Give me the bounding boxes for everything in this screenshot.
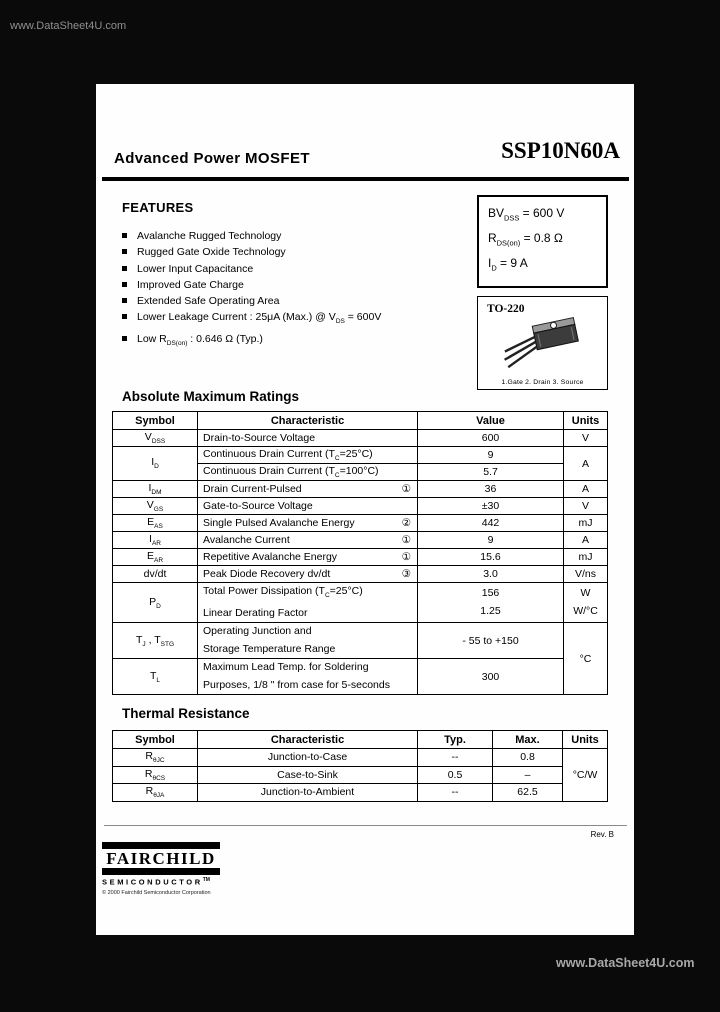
- value-cell: 300: [418, 659, 564, 695]
- page-title: Advanced Power MOSFET: [114, 150, 310, 167]
- characteristic-text: Continuous Drain Current $(T_C=25^\circ C)$: [203, 447, 373, 463]
- value-cell: 15.6: [418, 549, 564, 566]
- value-cell: - 55 to +150: [418, 623, 564, 659]
- copyright-line: © 2000 Fairchild Semiconductor Corporation: [102, 889, 211, 896]
- value-text: 1.25: [480, 604, 501, 617]
- symbol-cell: $I_D$: [113, 447, 198, 481]
- footer-rule: [104, 825, 627, 826]
- amr-row-id-25: [113, 447, 608, 464]
- thermal-resistance-table: [112, 730, 608, 802]
- watermark-bottom: www.DataSheet4U.com: [556, 956, 695, 970]
- feature-text: Lower Input Capacitance: [137, 262, 254, 275]
- characteristic-text: Continuous Drain Current $(T_C=100^\circ C)$: [203, 464, 379, 480]
- part-number: SSP10N60A: [501, 138, 620, 163]
- characteristic-cell: [198, 515, 418, 532]
- header-rule: [102, 177, 629, 181]
- amr-heading: Absolute Maximum Ratings: [122, 389, 300, 404]
- characteristic-cell: [198, 549, 418, 566]
- datasheet-page: [96, 84, 634, 935]
- value-cell: 442: [418, 515, 564, 532]
- unit-cell: mJ: [564, 515, 608, 532]
- absolute-maximum-ratings-table: [112, 411, 608, 695]
- feature-item: [122, 293, 467, 309]
- amr-header-units: Units: [564, 412, 608, 430]
- characteristic-text: Purposes, 1/8 " from case for 5-seconds: [203, 678, 390, 691]
- symbol-cell: $P_D$: [113, 583, 198, 623]
- amr-row-tl: [113, 659, 608, 695]
- square-bullet-icon: [122, 336, 127, 341]
- unit-cell: [564, 583, 608, 623]
- characteristic-text: Single Pulsed Avalanche Energy: [203, 517, 355, 529]
- unit-cell: A: [564, 532, 608, 549]
- value-cell: 9: [418, 532, 564, 549]
- logo-semiconductor-text: [102, 877, 220, 887]
- characteristic-text: Linear Derating Factor: [203, 606, 308, 619]
- max-cell: –: [493, 766, 563, 784]
- thermal-row-rthcs: [113, 766, 608, 784]
- logo-brand-text: FAIRCHILD: [106, 849, 216, 868]
- symbol-cell: $R_{\theta CS}$: [113, 766, 198, 784]
- characteristic-text: Maximum Lead Temp. for Soldering: [203, 661, 369, 674]
- footnote-3-icon: ③: [401, 568, 411, 580]
- feature-text: Avalanche Rugged Technology: [137, 230, 282, 242]
- footnote-1-icon: ①: [401, 483, 411, 495]
- characteristic-cell: [198, 498, 418, 515]
- amr-row-pd: [113, 583, 608, 623]
- symbol-cell: $T_L$: [113, 659, 198, 695]
- symbol-cell: $E_{AR}$: [113, 549, 198, 566]
- symbol-cell: dv/dt: [113, 566, 198, 583]
- value-cell: 5.7: [418, 464, 564, 481]
- symbol-cell: $R_{\theta JC}$: [113, 749, 198, 767]
- square-bullet-icon: [122, 266, 127, 271]
- feature-item: [122, 331, 467, 352]
- feature-text: Low $R_{DS(on)}$ : 0.646 Ω (Typ.): [137, 332, 263, 347]
- features-heading: FEATURES: [122, 200, 194, 215]
- feature-item: [122, 277, 467, 293]
- trademark-mark: TM: [202, 877, 210, 883]
- value-text: 156: [481, 587, 500, 600]
- package-name: TO-220: [487, 303, 525, 315]
- amr-row-dvdt: [113, 566, 608, 583]
- thermal-header-characteristic: Characteristic: [198, 731, 418, 749]
- symbol-cell: $R_{\theta JA}$: [113, 784, 198, 802]
- characteristic-text: Repetitive Avalanche Energy: [203, 551, 338, 563]
- footnote-2-icon: ②: [401, 517, 411, 529]
- unit-cell: A: [564, 481, 608, 498]
- watermark-top: www.DataSheet4U.com: [10, 20, 127, 32]
- characteristic-cell: [198, 430, 418, 447]
- unit-cell: °C: [564, 623, 608, 695]
- features-list: [122, 228, 467, 352]
- value-cell: ±30: [418, 498, 564, 515]
- fairchild-logo: [102, 842, 220, 896]
- characteristic-text: Drain Current-Pulsed: [203, 483, 302, 495]
- symbol-cell: $V_{DSS}$: [113, 430, 198, 447]
- symbol-cell: $T_J$ , $T_{STG}$: [113, 623, 198, 659]
- typ-cell: --: [418, 784, 493, 802]
- thermal-header-units: Units: [563, 731, 608, 749]
- characteristic-cell: Case-to-Sink: [198, 766, 418, 784]
- square-bullet-icon: [122, 298, 127, 303]
- characteristic-cell: [198, 566, 418, 583]
- to220-package-drawing: [492, 315, 598, 371]
- amr-header-characteristic: Characteristic: [198, 412, 418, 430]
- characteristic-cell: [198, 481, 418, 498]
- unit-cell: V: [564, 498, 608, 515]
- amr-header-value: Value: [418, 412, 564, 430]
- value-cell: 3.0: [418, 566, 564, 583]
- characteristic-text: Storage Temperature Range: [203, 642, 336, 655]
- footnote-1-icon: ①: [401, 534, 411, 546]
- feature-text: Extended Safe Operating Area: [137, 295, 280, 308]
- symbol-cell: $I_{AR}$: [113, 532, 198, 549]
- spec-bvdss: $BV_{DSS} = 600$ V: [488, 206, 565, 223]
- square-bullet-icon: [122, 314, 127, 319]
- square-bullet-icon: [122, 249, 127, 254]
- spec-rdson: $R_{DS(on)} = 0.8$ Ω: [488, 230, 563, 248]
- feature-text: Rugged Gate Oxide Technology: [137, 246, 286, 259]
- package-pinout-label: 1.Gate 2. Drain 3. Source: [501, 379, 584, 386]
- unit-text: W: [580, 587, 591, 600]
- characteristic-cell: Junction-to-Case: [198, 749, 418, 767]
- feature-text: Improved Gate Charge: [137, 278, 244, 291]
- unit-cell: V/ns: [564, 566, 608, 583]
- amr-row-vgs: [113, 498, 608, 515]
- amr-row-tj-tstg: [113, 623, 608, 659]
- characteristic-cell: [198, 583, 418, 623]
- thermal-header-symbol: Symbol: [113, 731, 198, 749]
- logo-bar-bottom: [102, 868, 220, 875]
- characteristic-text: Total Power Dissipation $(T_C=25^\circ C)$: [203, 585, 363, 600]
- thermal-header-row: [113, 731, 608, 749]
- value-cell: [418, 583, 564, 623]
- thermal-header-max: Max.: [493, 731, 563, 749]
- symbol-cell: $V_{GS}$: [113, 498, 198, 515]
- characteristic-cell: [198, 532, 418, 549]
- characteristic-cell: [198, 447, 418, 464]
- feature-item: [122, 309, 467, 330]
- amr-row-eas: [113, 515, 608, 532]
- value-cell: 36: [418, 481, 564, 498]
- symbol-cell: $I_{DM}$: [113, 481, 198, 498]
- characteristic-text: Avalanche Current: [203, 534, 290, 546]
- typ-cell: 0.5: [418, 766, 493, 784]
- square-bullet-icon: [122, 282, 127, 287]
- square-bullet-icon: [122, 233, 127, 238]
- characteristic-text: Drain-to-Source Voltage: [203, 432, 316, 444]
- unit-cell: °C/W: [563, 749, 608, 802]
- characteristic-cell: [198, 464, 418, 481]
- characteristic-text: Gate-to-Source Voltage: [203, 500, 313, 512]
- thermal-row-rthjc: [113, 749, 608, 767]
- typ-cell: --: [418, 749, 493, 767]
- thermal-heading: Thermal Resistance: [122, 706, 250, 721]
- characteristic-text: Peak Diode Recovery dv/dt: [203, 568, 331, 580]
- value-cell: 600: [418, 430, 564, 447]
- feature-item: [122, 244, 467, 260]
- unit-text: W/°C: [573, 604, 598, 617]
- value-cell: 9: [418, 447, 564, 464]
- amr-row-ear: [113, 549, 608, 566]
- amr-row-vdss: [113, 430, 608, 447]
- footnote-1-icon: ①: [401, 551, 411, 563]
- amr-row-idm: [113, 481, 608, 498]
- feature-item: [122, 261, 467, 277]
- unit-cell: mJ: [564, 549, 608, 566]
- amr-row-iar: [113, 532, 608, 549]
- unit-cell: V: [564, 430, 608, 447]
- characteristic-cell: [198, 623, 418, 659]
- revision-label: Rev. B: [590, 830, 614, 839]
- logo-bar-top: [102, 842, 220, 849]
- amr-header-symbol: Symbol: [113, 412, 198, 430]
- unit-cell: A: [564, 447, 608, 481]
- feature-text: Lower Leakage Current : 25μA (Max.) @ $V_{DS} = 600V$: [137, 311, 382, 326]
- thermal-row-rthja: [113, 784, 608, 802]
- characteristic-cell: Junction-to-Ambient: [198, 784, 418, 802]
- package-box: [477, 296, 608, 390]
- feature-item: [122, 228, 467, 244]
- characteristic-text: Operating Junction and: [203, 625, 312, 638]
- spec-id: $I_D = 9$ A: [488, 255, 528, 273]
- characteristic-cell: [198, 659, 418, 695]
- max-cell: 0.8: [493, 749, 563, 767]
- symbol-cell: $E_{AS}$: [113, 515, 198, 532]
- amr-header-row: [113, 412, 608, 430]
- thermal-header-typ: Typ.: [418, 731, 493, 749]
- max-cell: 62.5: [493, 784, 563, 802]
- key-specs-box: [477, 195, 608, 288]
- semiconductor-word: SEMICONDUCTOR: [102, 877, 203, 887]
